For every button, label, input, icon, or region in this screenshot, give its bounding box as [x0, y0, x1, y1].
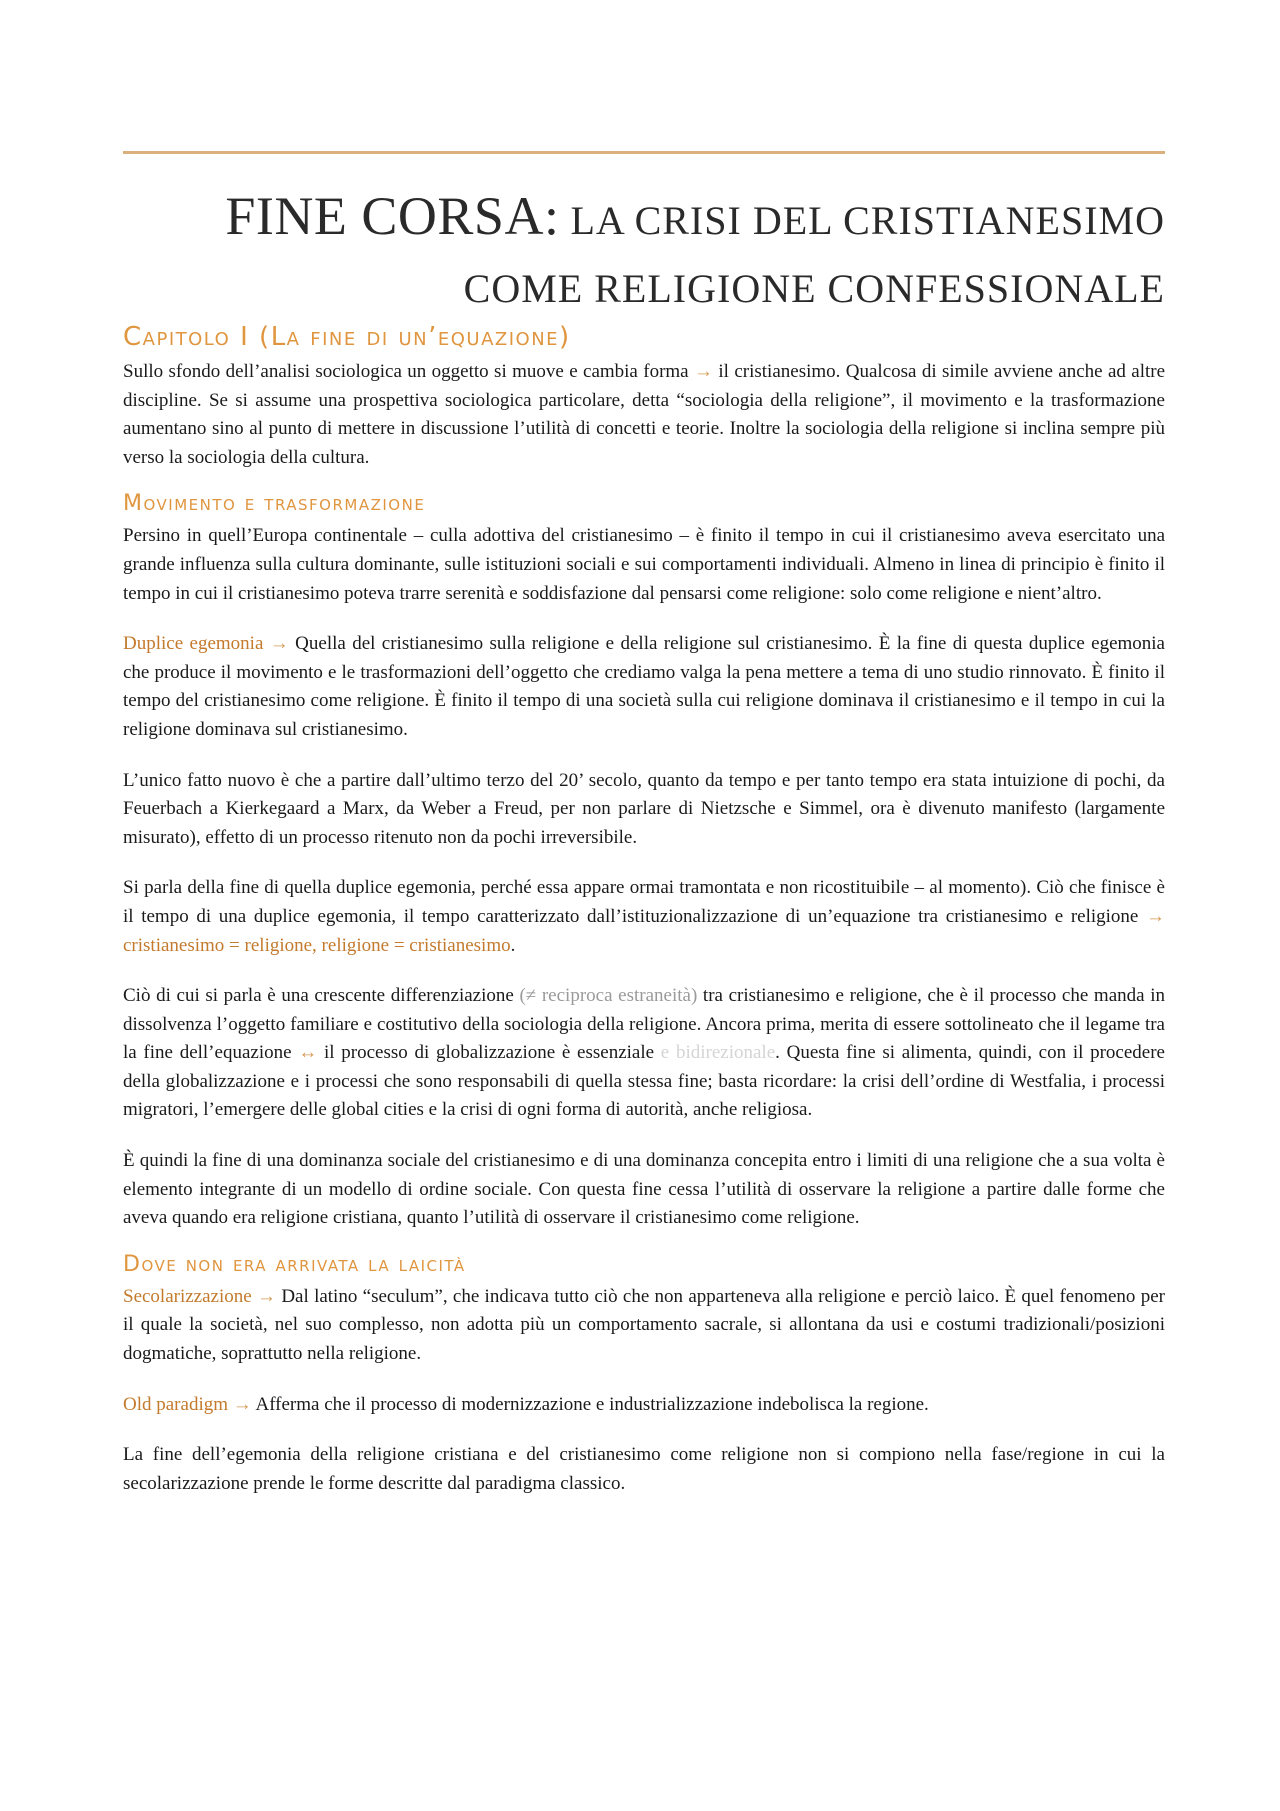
double-arrow-icon: ↔: [298, 1042, 318, 1064]
paragraph: Persino in quell’Europa continentale – culla adottiva del cristianesimo – è finito il tempo in cui il cristianesimo aveva esercitato una grande influenza sulla cultura dominante, sulle istituzioni sociali e sui comportamenti individuali. Almeno in linea di principio è finito il tempo in cui il cristianesimo poteva trarre serenità e soddisfazione dal pensarsi come religione: solo come religione e nient’altro.: [123, 525, 1165, 604]
paragraph-differenziazione: [123, 982, 1165, 1125]
aside-note: (≠ reciproca estraneità): [519, 985, 698, 1007]
term-duplice-egemonia: Duplice egemonia: [123, 633, 264, 655]
paragraph-intro: [123, 358, 1165, 472]
text-segment: . Questa fine si alimenta, quindi, con il procedere della globalizzazione e i processi che sono responsabili di quella stessa fine; basta ricordare: la crisi dell’ordine di Westfalia, i processi migratori, l’emergere delle global cities e la crisi di ogni forma di autorità, anche religiosa.: [123, 1042, 1165, 1121]
section-heading-movimento: Movimento e trasformazione: [123, 491, 426, 517]
title-main: FINE CORSA:: [225, 186, 560, 247]
right-arrow-icon: →: [1146, 905, 1165, 927]
chapter-heading: Capitolo I (La fine di un’equazione): [123, 322, 571, 352]
title-subtitle-2: COME RELIGIONE CONFESSIONALE: [463, 266, 1165, 312]
paragraph: È quindi la fine di una dominanza sociale del cristianesimo e di una dominanza concepita entro i limiti di una religione che a sua volta è elemento integrante di un modello di ordine sociale. Con questa fine cessa l’utilità di osservare la religione a partire dalle forme che aveva quando era religione cristiana, quanto l’utilità di osservare il cristianesimo come religione.: [123, 1150, 1165, 1229]
text-segment: il processo di globalizzazione è essenziale: [317, 1042, 661, 1064]
text-segment: il cristianesimo. Qualcosa di simile avviene anche ad altre discipline. Se si assume una prospettiva sociologica particolare, detta “sociologia della religione”, il movimento e la trasformazione aumentano sino al punto di mettere in discussione l’utilità di concetti e teorie. Inoltre la sociologia della religione si inclina sempre più verso la sociologia della cultura.: [123, 361, 1166, 468]
text-segment: Sullo sfondo dell’analisi sociologica un oggetto si muove e cambia forma: [123, 361, 689, 382]
text-segment: .: [510, 934, 516, 956]
paragraph-secolarizzazione: [123, 1283, 1165, 1369]
text-segment: Quella del cristianesimo sulla religione e della religione sul cristianesimo. È la fine di questa duplice egemonia che produce il movimento e le trasformazioni dell’oggetto che crediamo valga la pena mettere a tema di uno studio rinnovato. È finito il tempo del cristianesimo come religione. È finito il tempo di una società sulla cui religione dominava il cristianesimo e il tempo in cui la religione dominava sul cristianesimo.: [123, 633, 1165, 740]
term-old-paradigm: Old paradigm: [123, 1393, 229, 1415]
right-arrow-icon: →: [694, 361, 714, 382]
text-segment: Si parla della fine di quella duplice egemonia, perché essa appare ormai tramontata e non ricostituibile – al momento). Ciò che finisce è il tempo di una duplice egemonia, il tempo caratterizzato dall’istituzionalizzazione di un’equazione tra cristianesimo e religione: [123, 877, 1165, 927]
right-arrow-icon: →: [269, 633, 289, 655]
paragraph-equazione: [123, 874, 1165, 960]
text-segment: Dal latino “seculum”, che indicava tutto ciò che non apparteneva alla religione e perciò laico. È quel fenomeno per il quale la società, nel suo complesso, non adotta più un comportamento sacrale, si allontana da usi e costumi tradizionali/posizioni dogmatiche, soprattutto nella religione.: [123, 1285, 1165, 1365]
faint-note: e bidirezionale: [660, 1042, 776, 1064]
section-heading-laicita: Dove non era arrivata la laicità: [123, 1251, 466, 1277]
paragraph-old-paradigm: [123, 1391, 1165, 1420]
paragraph-duplice-egemonia: [123, 630, 1165, 744]
term-secolarizzazione: Secolarizzazione: [123, 1285, 252, 1307]
right-arrow-icon: →: [257, 1285, 277, 1307]
text-segment: Ciò di cui si parla è una crescente differenziazione: [123, 985, 520, 1007]
text-segment: Afferma che il processo di modernizzazione e industrializzazione indebolisca la regione.: [251, 1393, 929, 1415]
document-title: [123, 183, 1165, 324]
paragraph: La fine dell’egemonia della religione cristiana e del cristianesimo come religione non si compiono nella fase/regione in cui la secolarizzazione prende le forme descritte dal paradigma classico.: [123, 1444, 1165, 1494]
right-arrow-icon: →: [232, 1393, 252, 1415]
document-body: [123, 318, 1165, 1520]
equation-highlight: cristianesimo = religione, religione = cristianesimo: [123, 934, 511, 956]
paragraph: L’unico fatto nuovo è che a partire dall’ultimo terzo del 20’ secolo, quanto da tempo e per tanto tempo era stata intuizione di pochi, da Feuerbach a Kierkegaard a Marx, da Weber a Freud, per non parlare di Nietzsche e Simmel, ora è divenuto manifesto (largamente misurato), effetto di un processo ritenuto non da pochi irreversibile.: [123, 769, 1165, 848]
text-segment: tra cristianesimo e religione, che è il processo che manda in dissolvenza l’oggetto familiare e costitutivo della sociologia della religione. Ancora prima, merita di essere sottolineato che il legame tra la fine dell’equazione: [123, 985, 1165, 1064]
title-top-rule: [123, 151, 1165, 154]
title-subtitle-1: LA CRISI DEL CRISTIANESIMO: [559, 198, 1165, 244]
